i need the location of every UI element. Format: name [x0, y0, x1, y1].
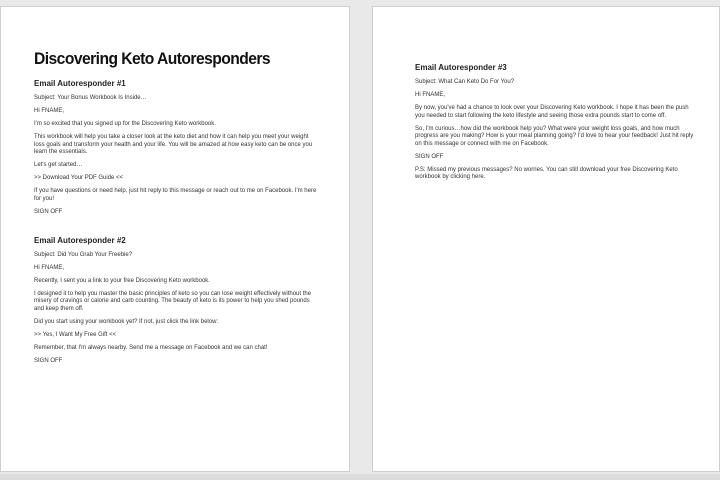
email-section-3 — [415, 63, 695, 182]
page-1-content — [34, 49, 319, 371]
email-3-paragraph: So, I'm curious…how did the workbook help you? What were your weight loss goals, and how much progress are you making? How is your meal planning going? I'd love to hear your feedback! Just hit reply on this message or connect with me on Facebook. — [415, 125, 694, 147]
email-3-greeting: Hi FNAME, — [415, 92, 445, 98]
email-heading-1: Email Autoresponder #1 — [34, 79, 126, 88]
email-2-link[interactable]: >> Yes, I Want My Free Gift << — [34, 331, 117, 338]
document-title: Discovering Keto Autoresponders — [34, 49, 271, 68]
page-2-content — [415, 63, 695, 187]
document-page-1 — [0, 6, 350, 472]
email-1-signoff: SIGN OFF — [34, 208, 63, 215]
email-3-postscript: P.S: Missed my previous messages? No worries. You can still download your free Discovering Keto workbook by clicking here. — [415, 166, 678, 180]
email-1-paragraph: If you have questions or need help, just hit reply to this message or reach out to me on Facebook. I'm here for you! — [34, 188, 317, 202]
email-1-paragraph: I'm so excited that you signed up for the Discovering Keto workbook. — [34, 121, 216, 127]
email-heading-2: Email Autoresponder #2 — [34, 235, 126, 245]
scroll-area-bottom — [0, 474, 720, 480]
email-heading-3: Email Autoresponder #3 — [415, 63, 507, 72]
document-page-2 — [372, 6, 720, 472]
email-3-subject: Subject: What Can Keto Do For You? — [415, 79, 515, 85]
email-1-paragraph: This workbook will help you take a closer look at the keto diet and how it can help you meet your weight loss goals and transform your health and your life. You will be amazed at how easy keto can be once you learn the essentials. — [34, 134, 313, 155]
email-3-signoff: SIGN OFF — [415, 153, 444, 160]
email-1-greeting: Hi FNAME, — [34, 108, 64, 114]
email-2-paragraph: Did you start using your workbook yet? If not, just click the link below: — [34, 318, 219, 325]
email-2-paragraph: I designed it to help you master the basic principles of keto so you can lose weight effectively without the misery of cravings or calorie and carb counting. The beauty of keto is its power to help you shed pounds and keep them off. — [34, 290, 312, 312]
email-section-1 — [34, 79, 319, 216]
email-2-subject: Subject: Did You Grab Your Freebie? — [34, 251, 133, 258]
email-2-paragraph: Recently, I sent you a link to your free Discovering Keto workbook. — [34, 277, 210, 284]
email-2-greeting: Hi FNAME, — [34, 264, 64, 271]
email-1-link[interactable]: >> Download Your PDF Guide << — [34, 175, 124, 181]
email-2-signoff: SIGN OFF — [34, 357, 63, 364]
email-2-paragraph: Remember, that I'm always nearby. Send me a message on Facebook and we can chat! — [34, 344, 268, 351]
email-section-2 — [34, 236, 319, 366]
email-1-paragraph: Let's get started… — [34, 162, 83, 168]
email-3-paragraph: By now, you've had a chance to look over your Discovering Keto workbook. I hope it has been the push you needed to start following the keto lifestyle and seeing those extra pounds start to come off. — [415, 105, 689, 119]
email-1-subject: Subject: Your Bonus Workbook Is Inside… — [34, 95, 147, 101]
